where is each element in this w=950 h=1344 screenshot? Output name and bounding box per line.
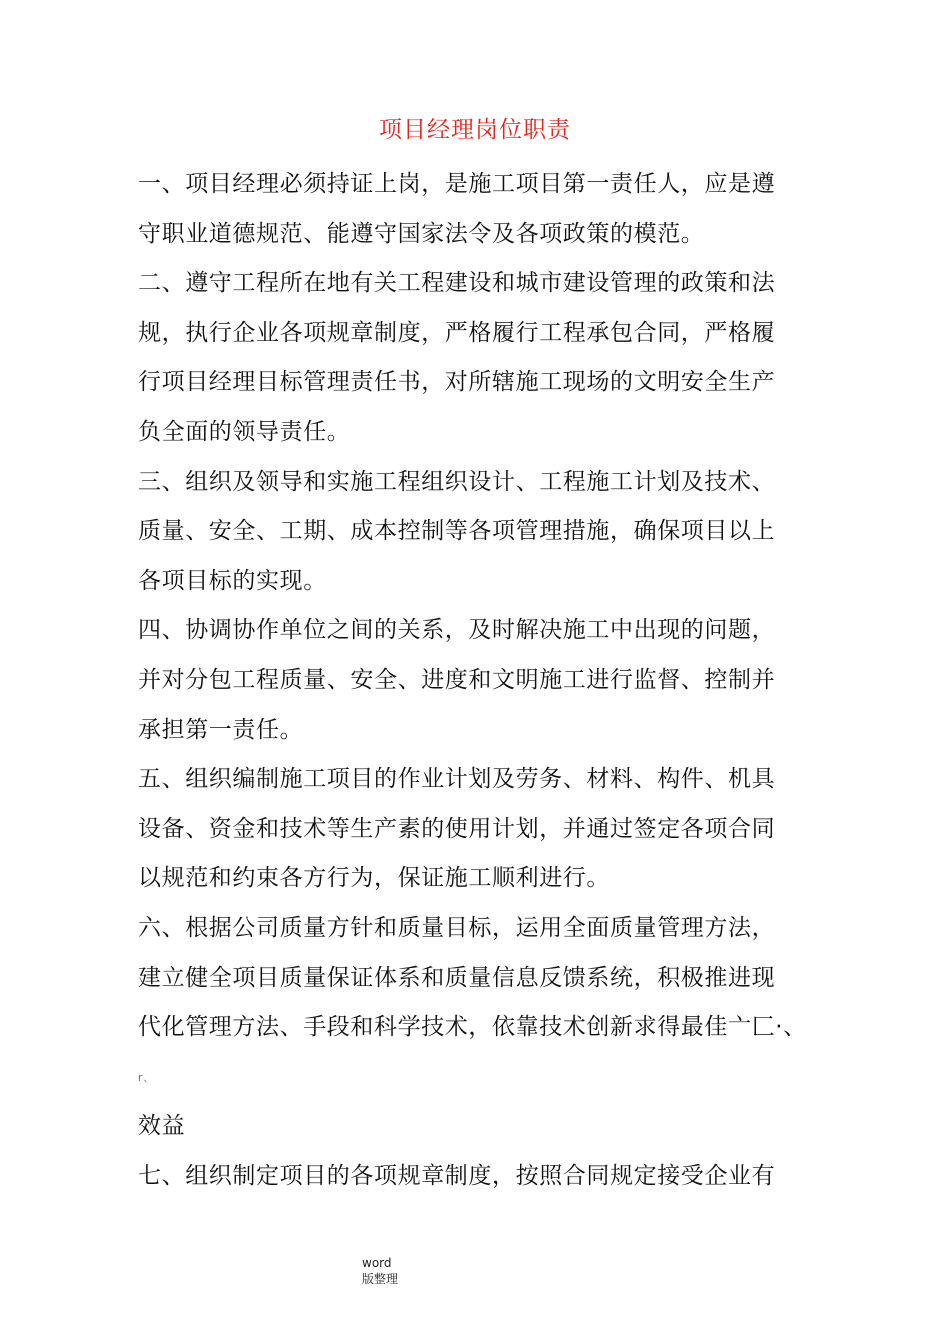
- body-line: 承担第一责任。: [138, 716, 304, 743]
- body-line: 代化管理方法、手段和科学技术，依靠技术创新求得最佳亠匚·、: [138, 1014, 807, 1041]
- body-line: 行项目经理目标管理责任书，对所辖施工现场的文明安全生产: [138, 369, 776, 396]
- body-line: 以规范和约束各方行为，保证施工顺利进行。: [138, 865, 610, 892]
- body-line: 七、组织制定项目的各项规章制度，按照合同规定接受企业有: [138, 1162, 776, 1189]
- body-line: 六、根据公司质量方针和质量目标，运用全面质量管理方法，: [138, 914, 776, 941]
- page-footer: [362, 1255, 398, 1287]
- document-body: [138, 160, 858, 1201]
- body-line: 一、项目经理必须持证上岗，是施工项目第一责任人，应是遵: [138, 171, 776, 197]
- body-line: 设备、资金和技术等生产素的使用计划，并通过签定各项合同: [138, 815, 776, 842]
- body-line: 三、组织及领导和实施工程组织设计、工程施工计划及技术、: [138, 468, 776, 495]
- body-line: 质量、安全、工期、成本控制等各项管理措施，确保项目以上: [138, 518, 776, 545]
- body-line: 效益: [138, 1113, 186, 1140]
- footer-line-2: 版整理: [362, 1272, 399, 1286]
- body-line: 负全面的领导责任。: [138, 418, 351, 445]
- body-line: 守职业道德规范、能遵守国家法令及各项政策的模范。: [138, 220, 705, 247]
- body-line-artifact: r、: [138, 1070, 155, 1084]
- body-line: 四、协调协作单位之间的关系，及时解决施工中出现的问题，: [138, 617, 776, 644]
- body-line: 二、遵守工程所在地有关工程建设和城市建设管理的政策和法: [138, 270, 776, 297]
- footer-line-1: word: [362, 1256, 392, 1270]
- body-line: 五、组织编制施工项目的作业计划及劳务、材料、构件、机具: [138, 766, 776, 793]
- body-line: 各项目标的实现。: [138, 567, 327, 594]
- body-line: 并对分包工程质量、安全、进度和文明施工进行监督、控制并: [138, 666, 776, 693]
- body-line: 建立健全项目质量保证体系和质量信息反馈系统，积极推进现: [138, 964, 776, 991]
- document-title: 项目经理岗位职责: [379, 117, 571, 143]
- body-line: 规，执行企业各项规章制度，严格履行工程承包合同，严格履: [138, 319, 776, 346]
